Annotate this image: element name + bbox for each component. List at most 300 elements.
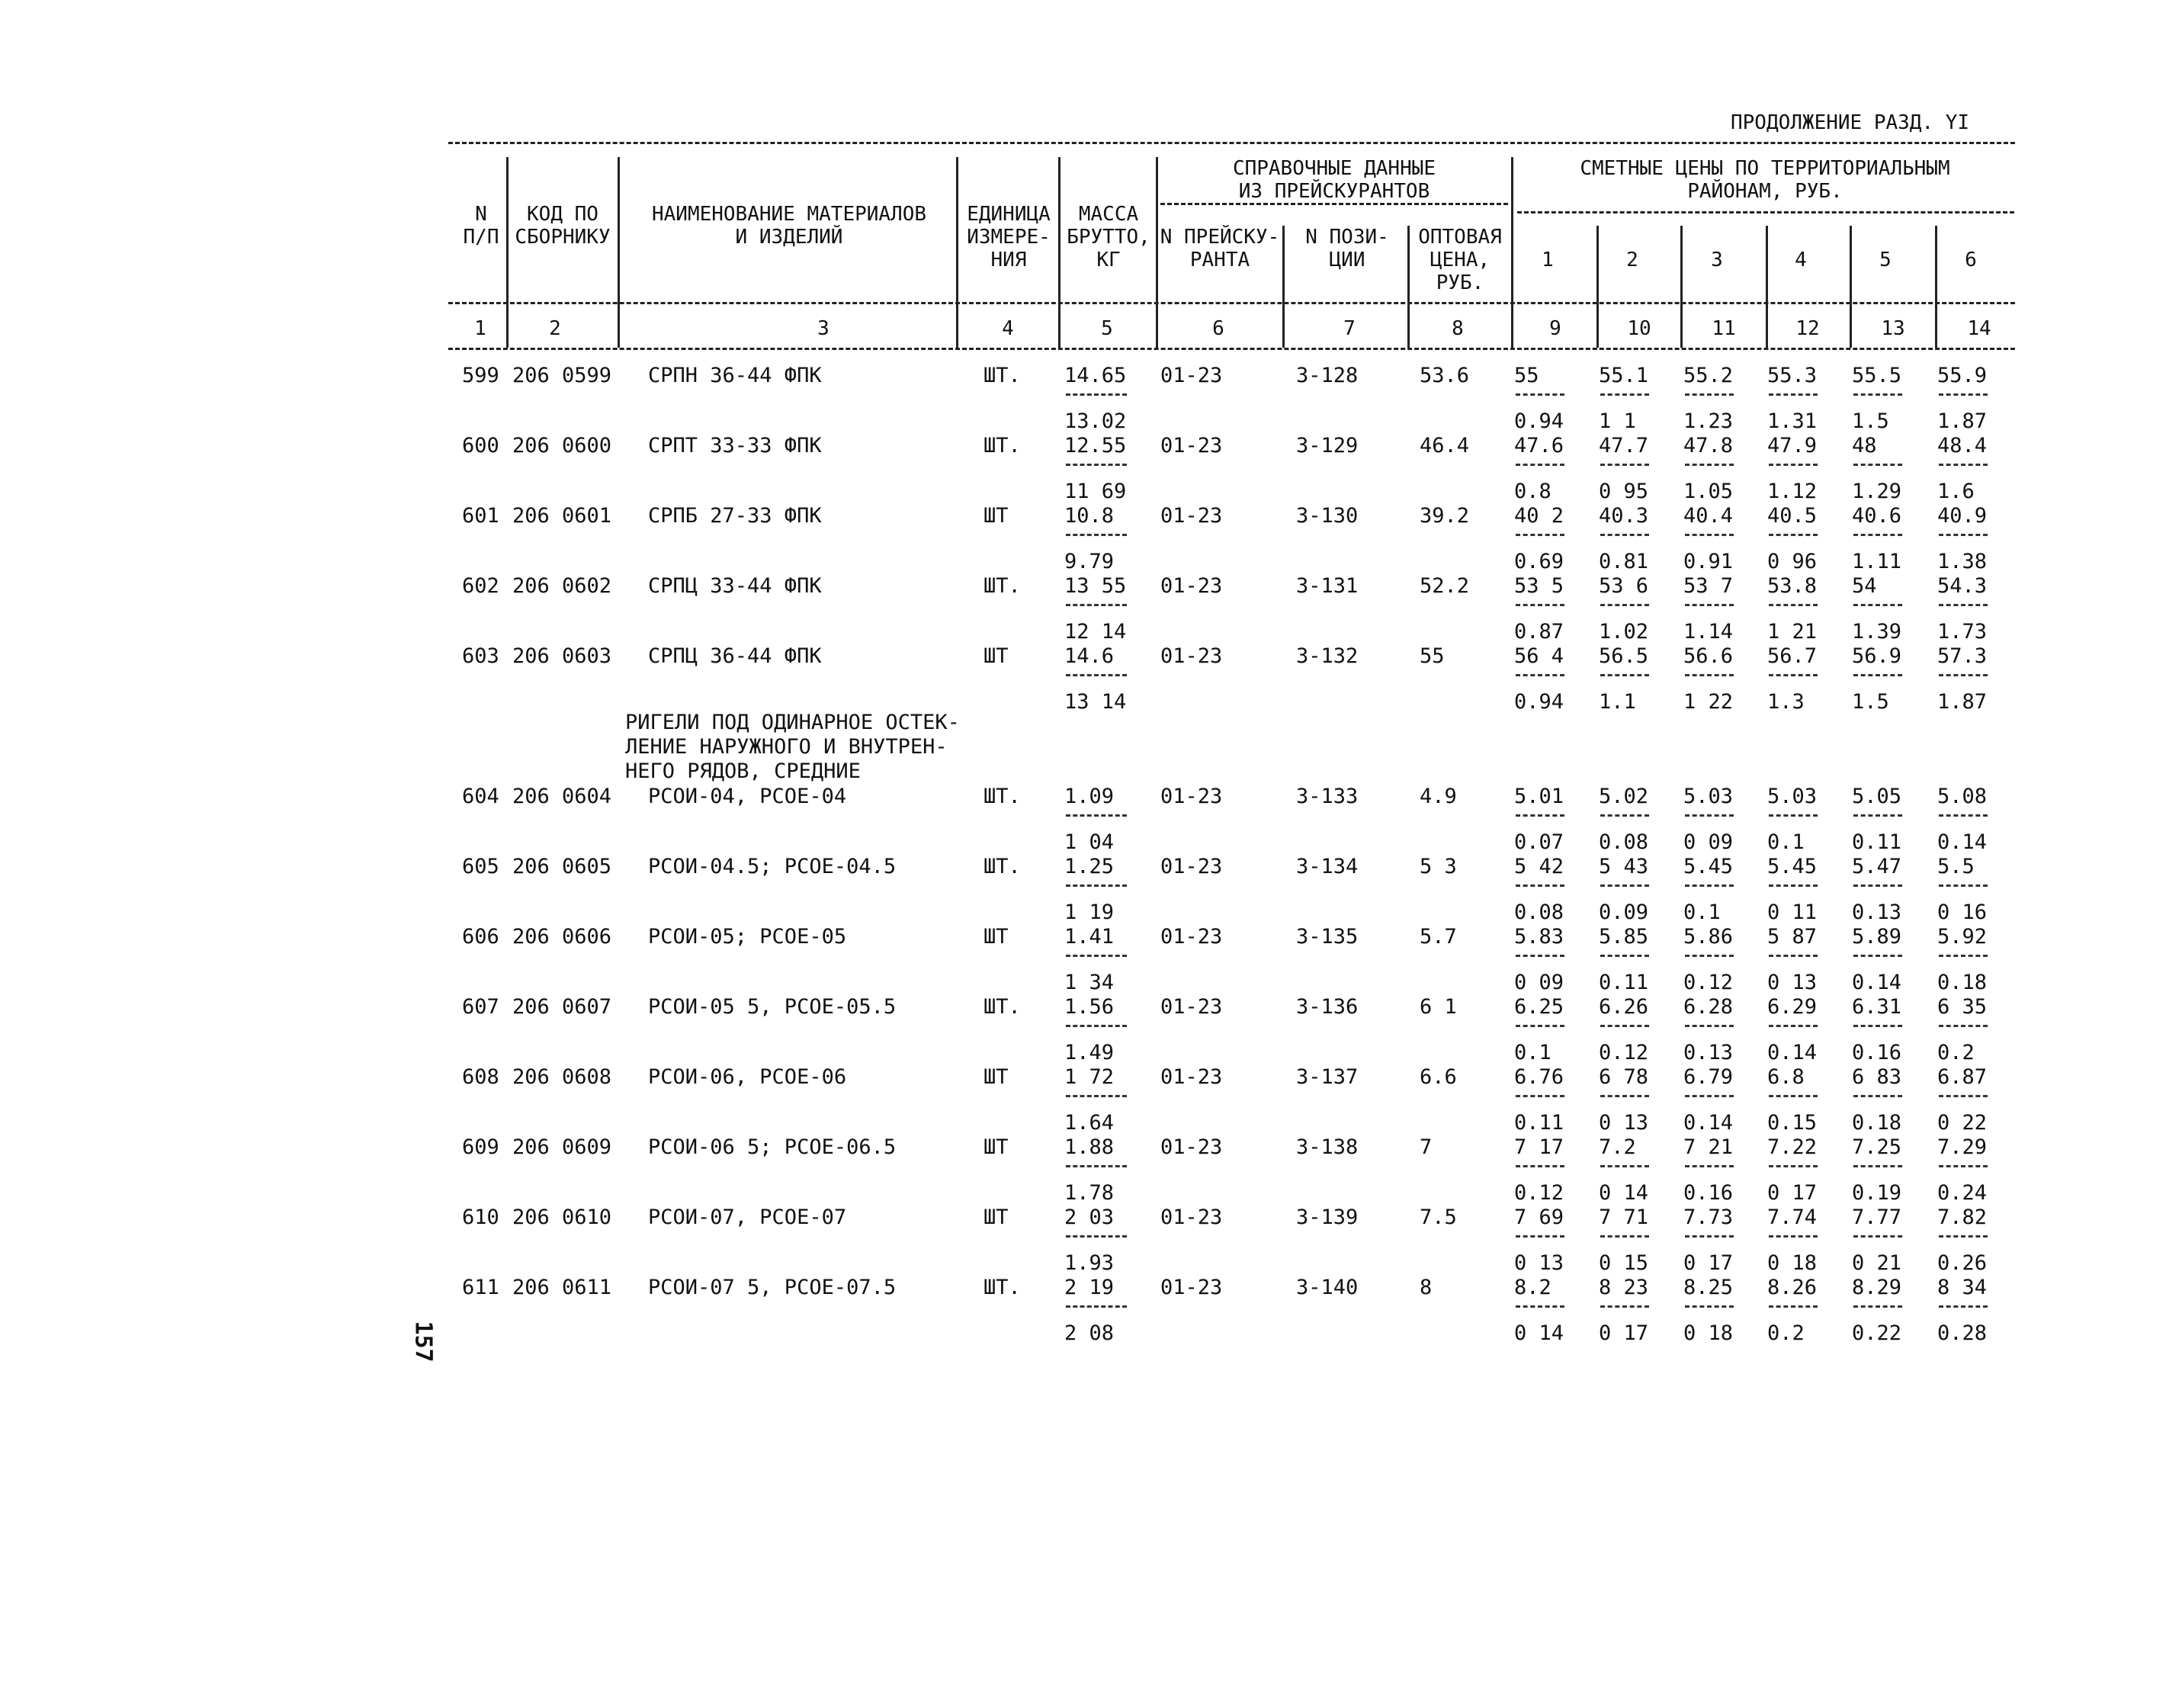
row-region-surcharge: 0.14 [1937, 830, 1988, 854]
row-region-surcharge: 1.5 [1852, 409, 1889, 433]
row-price-list: 01-23 [1160, 364, 1223, 387]
row-region-surcharge: 1.1 [1599, 690, 1636, 714]
row-unit: ШТ [984, 644, 1009, 668]
row-mass-net: 11 69 [1064, 480, 1127, 503]
row-region-surcharge: 1.6 [1937, 480, 1975, 503]
row-price-list: 01-23 [1160, 925, 1223, 949]
row-region-fraction-line [1853, 1025, 1902, 1027]
row-region-surcharge: 0.14 [1683, 1111, 1734, 1135]
row-region-price: 8.26 [1767, 1276, 1818, 1299]
row-region-fraction-line [1939, 814, 1988, 817]
row-code: 206 0607 [512, 995, 612, 1019]
row-region-price: 7.82 [1937, 1206, 1988, 1229]
row-region-fraction-line [1600, 1165, 1649, 1167]
row-region-price: 7.29 [1937, 1135, 1988, 1159]
row-region-surcharge: 0.07 [1514, 830, 1564, 854]
row-region-price: 55 [1514, 364, 1539, 387]
row-region-price: 6.26 [1599, 995, 1649, 1019]
row-region-price: 5.45 [1683, 855, 1734, 878]
row-mass-gross: 14.6 [1064, 644, 1115, 668]
row-region-surcharge: 0.1 [1683, 901, 1721, 924]
column-number: 14 [1967, 317, 1991, 340]
row-region-surcharge: 1 22 [1683, 690, 1734, 714]
row-mass-gross: 1.25 [1064, 855, 1115, 878]
section-continuation-title: ПРОДОЛЖЕНИЕ РАЗД. YI [1731, 111, 1970, 134]
row-region-fraction-line [1685, 1025, 1734, 1027]
column-separator [1850, 226, 1852, 348]
row-region-fraction-line [1600, 393, 1649, 396]
row-region-price: 7 71 [1599, 1206, 1649, 1229]
row-region-fraction-line [1685, 534, 1734, 536]
row-unit: ШТ [984, 1206, 1009, 1229]
row-region-fraction-line [1939, 534, 1988, 536]
row-price-list: 01-23 [1160, 574, 1223, 598]
row-number: 599 [462, 364, 499, 387]
row-region-fraction-line [1769, 604, 1818, 606]
row-region-fraction-line [1516, 1025, 1564, 1027]
row-region-surcharge: 0 17 [1599, 1321, 1649, 1345]
row-name: РСОИ-06, РСОЕ-06 [648, 1065, 847, 1089]
row-mass-gross: 14.65 [1064, 364, 1127, 387]
row-region-surcharge: 1.12 [1767, 480, 1818, 503]
row-region-price: 55.5 [1852, 364, 1902, 387]
row-region-price: 56.5 [1599, 644, 1649, 668]
row-name: СРПЦ 36-44 ФПК [648, 644, 822, 668]
row-position: 3-134 [1296, 855, 1359, 878]
row-code: 206 0605 [512, 855, 612, 878]
row-unit: ШТ. [984, 855, 1021, 878]
row-number: 602 [462, 574, 499, 598]
column-number: 6 [1212, 317, 1224, 340]
row-region-fraction-line [1769, 464, 1818, 466]
row-region-price: 40.5 [1767, 504, 1818, 528]
top-rule [448, 142, 2015, 144]
row-region-price: 5 43 [1599, 855, 1649, 878]
column-numbers-rule [448, 348, 2015, 350]
row-number: 608 [462, 1065, 499, 1089]
row-region-price: 7 69 [1514, 1206, 1564, 1229]
row-region-surcharge: 1.23 [1683, 409, 1734, 433]
row-price-list: 01-23 [1160, 1276, 1223, 1299]
row-region-surcharge: 0 18 [1767, 1251, 1818, 1275]
column-number: 2 [549, 317, 561, 340]
row-region-fraction-line [1600, 1305, 1649, 1308]
row-region-price: 6 83 [1852, 1065, 1902, 1089]
row-region-fraction-line [1853, 1305, 1902, 1308]
row-unit: ШТ [984, 925, 1009, 949]
row-region-price: 53.8 [1767, 574, 1818, 598]
row-region-fraction-line [1939, 464, 1988, 466]
row-unit: ШТ. [984, 364, 1021, 387]
column-separator [1935, 226, 1937, 348]
row-number: 611 [462, 1276, 499, 1299]
row-region-fraction-line [1685, 604, 1734, 606]
row-region-fraction-line [1853, 1235, 1902, 1238]
row-region-price: 47.6 [1514, 434, 1564, 458]
row-region-fraction-line [1600, 534, 1649, 536]
row-region-fraction-line [1853, 674, 1902, 676]
row-wholesale-price: 5 3 [1420, 855, 1457, 878]
row-name: СРПН 36-44 ФПК [648, 364, 822, 387]
row-region-fraction-line [1939, 1095, 1988, 1097]
row-region-fraction-line [1685, 1165, 1734, 1167]
row-region-fraction-line [1939, 1305, 1988, 1308]
row-region-price: 7 17 [1514, 1135, 1564, 1159]
row-region-fraction-line [1685, 1305, 1734, 1308]
row-region-price: 56.6 [1683, 644, 1734, 668]
row-region-price: 6 78 [1599, 1065, 1649, 1089]
row-unit: ШТ [984, 1065, 1009, 1089]
row-region-surcharge: 0.13 [1852, 901, 1902, 924]
row-mass-gross: 1.41 [1064, 925, 1115, 949]
row-code: 206 0602 [512, 574, 612, 598]
row-unit: ШТ. [984, 995, 1021, 1019]
row-region-price: 7.73 [1683, 1206, 1734, 1229]
row-region-surcharge: 0.19 [1852, 1181, 1902, 1205]
row-region-surcharge: 0.11 [1599, 971, 1649, 994]
row-code: 206 0608 [512, 1065, 612, 1089]
row-region-fraction-line [1600, 955, 1649, 957]
row-unit: ШТ. [984, 434, 1021, 458]
row-region-surcharge: 0 09 [1683, 830, 1734, 854]
row-region-price: 47.7 [1599, 434, 1649, 458]
row-region-surcharge: 0.18 [1937, 971, 1988, 994]
row-region-price: 6.28 [1683, 995, 1734, 1019]
row-region-price: 40.4 [1683, 504, 1734, 528]
row-region-fraction-line [1939, 1025, 1988, 1027]
row-region-price: 8 23 [1599, 1276, 1649, 1299]
row-mass-fraction-line [1066, 1305, 1127, 1308]
row-code: 206 0600 [512, 434, 612, 458]
row-region-price: 5.01 [1514, 785, 1564, 808]
row-region-surcharge: 0 16 [1937, 901, 1988, 924]
row-region-fraction-line [1516, 955, 1564, 957]
row-region-fraction-line [1600, 884, 1649, 887]
row-mass-net: 9.79 [1064, 550, 1115, 573]
row-region-price: 6.79 [1683, 1065, 1734, 1089]
row-region-fraction-line [1685, 1095, 1734, 1097]
row-region-price: 7.2 [1599, 1135, 1636, 1159]
row-region-price: 53 5 [1514, 574, 1564, 598]
row-region-price: 5.86 [1683, 925, 1734, 949]
row-region-fraction-line [1853, 1095, 1902, 1097]
row-region-surcharge: 0.11 [1514, 1111, 1564, 1135]
row-number: 603 [462, 644, 499, 668]
header-reference-group: СПРАВОЧНЫЕ ДАННЫЕ ИЗ ПРЕЙСКУРАНТОВ [1232, 157, 1436, 203]
row-region-fraction-line [1685, 814, 1734, 817]
row-region-surcharge: 0.08 [1514, 901, 1564, 924]
header-region-4: 4 [1795, 249, 1807, 271]
row-region-fraction-line [1600, 1095, 1649, 1097]
row-mass-fraction-line [1066, 393, 1127, 396]
row-region-surcharge: 0.16 [1852, 1041, 1902, 1064]
row-mass-gross: 1.88 [1064, 1135, 1115, 1159]
row-price-list: 01-23 [1160, 1206, 1223, 1229]
row-mass-gross: 1 72 [1064, 1065, 1115, 1089]
row-region-price: 5.08 [1937, 785, 1988, 808]
header-unit: ЕДИНИЦА ИЗМЕРЕ- НИЯ [967, 203, 1051, 271]
row-region-surcharge: 0.12 [1599, 1041, 1649, 1064]
row-region-fraction-line [1685, 1235, 1734, 1238]
column-number: 5 [1101, 317, 1113, 340]
column-number: 3 [817, 317, 829, 340]
row-mass-net: 12 14 [1064, 620, 1127, 644]
row-position: 3-133 [1296, 785, 1359, 808]
row-region-price: 8.29 [1852, 1276, 1902, 1299]
row-region-price: 55.1 [1599, 364, 1649, 387]
row-price-list: 01-23 [1160, 644, 1223, 668]
row-region-price: 5 87 [1767, 925, 1818, 949]
row-region-fraction-line [1769, 674, 1818, 676]
page-number: 157 [409, 1321, 437, 1363]
row-mass-gross: 10.8 [1064, 504, 1115, 528]
row-code: 206 0606 [512, 925, 612, 949]
row-region-price: 5.47 [1852, 855, 1902, 878]
row-region-price: 40 2 [1514, 504, 1564, 528]
row-mass-net: 1.78 [1064, 1181, 1115, 1205]
header-subrule-ref [1160, 203, 1508, 205]
row-region-price: 7.74 [1767, 1206, 1818, 1229]
row-region-surcharge: 1.05 [1683, 480, 1734, 503]
row-region-price: 55.2 [1683, 364, 1734, 387]
row-region-surcharge: 1.3 [1767, 690, 1805, 714]
row-region-fraction-line [1769, 814, 1818, 817]
row-region-surcharge: 0.08 [1599, 830, 1649, 854]
column-separator [1407, 226, 1410, 348]
row-region-price: 40.9 [1937, 504, 1988, 528]
row-mass-fraction-line [1066, 464, 1127, 466]
row-region-surcharge: 0 21 [1852, 1251, 1902, 1275]
row-region-price: 5.03 [1767, 785, 1818, 808]
row-region-fraction-line [1600, 674, 1649, 676]
row-region-surcharge: 0.94 [1514, 690, 1564, 714]
row-name: РСОИ-07 5, РСОЕ-07.5 [648, 1276, 897, 1299]
row-region-surcharge: 0.11 [1852, 830, 1902, 854]
row-region-fraction-line [1685, 464, 1734, 466]
row-region-surcharge: 1.38 [1937, 550, 1988, 573]
column-number: 13 [1881, 317, 1905, 340]
row-region-surcharge: 1.11 [1852, 550, 1902, 573]
row-mass-gross: 1.56 [1064, 995, 1115, 1019]
row-region-fraction-line [1769, 393, 1818, 396]
row-region-price: 55.9 [1937, 364, 1988, 387]
row-wholesale-price: 6.6 [1420, 1065, 1457, 1089]
row-position: 3-138 [1296, 1135, 1359, 1159]
row-region-price: 6.29 [1767, 995, 1818, 1019]
column-separator [1511, 157, 1513, 348]
row-region-fraction-line [1685, 393, 1734, 396]
row-mass-fraction-line [1066, 884, 1127, 887]
column-number: 8 [1452, 317, 1464, 340]
row-region-price: 7 21 [1683, 1135, 1734, 1159]
row-region-surcharge: 0.2 [1767, 1321, 1805, 1345]
row-region-price: 40.3 [1599, 504, 1649, 528]
row-region-surcharge: 0.14 [1852, 971, 1902, 994]
row-region-price: 7.25 [1852, 1135, 1902, 1159]
column-separator [506, 157, 509, 348]
row-unit: ШТ. [984, 785, 1021, 808]
column-separator [1680, 226, 1683, 348]
row-price-list: 01-23 [1160, 785, 1223, 808]
row-region-surcharge: 0 17 [1683, 1251, 1734, 1275]
row-region-price: 5.45 [1767, 855, 1818, 878]
row-mass-fraction-line [1066, 814, 1127, 817]
row-mass-net: 1.93 [1064, 1251, 1115, 1275]
row-number: 604 [462, 785, 499, 808]
row-region-surcharge: 0 14 [1514, 1321, 1564, 1345]
row-region-price: 56 4 [1514, 644, 1564, 668]
row-region-fraction-line [1685, 955, 1734, 957]
row-region-price: 53 7 [1683, 574, 1734, 598]
row-region-price: 5.5 [1937, 855, 1975, 878]
row-code: 206 0603 [512, 644, 612, 668]
row-position: 3-132 [1296, 644, 1359, 668]
row-region-surcharge: 0.94 [1514, 409, 1564, 433]
row-unit: ШТ [984, 504, 1009, 528]
row-region-fraction-line [1769, 1095, 1818, 1097]
row-wholesale-price: 39.2 [1420, 504, 1470, 528]
row-mass-fraction-line [1066, 1235, 1127, 1238]
row-region-fraction-line [1853, 1165, 1902, 1167]
header-subrule-est [1517, 211, 2014, 214]
row-region-price: 8.25 [1683, 1276, 1734, 1299]
row-region-fraction-line [1516, 1165, 1564, 1167]
row-region-surcharge: 0.69 [1514, 550, 1564, 573]
row-region-price: 54.3 [1937, 574, 1988, 598]
row-number: 605 [462, 855, 499, 878]
row-region-fraction-line [1516, 604, 1564, 606]
row-region-surcharge: 0 17 [1767, 1181, 1818, 1205]
row-region-price: 57.3 [1937, 644, 1988, 668]
row-region-surcharge: 1 21 [1767, 620, 1818, 644]
header-region-6: 6 [1965, 249, 1977, 271]
row-name: РСОИ-07, РСОЕ-07 [648, 1206, 847, 1229]
row-region-fraction-line [1939, 1165, 1988, 1167]
column-number: 1 [474, 317, 486, 340]
row-region-surcharge: 0.28 [1937, 1321, 1988, 1345]
row-region-surcharge: 0.91 [1683, 550, 1734, 573]
row-region-surcharge: 0.22 [1852, 1321, 1902, 1345]
row-name: РСОИ-04.5; РСОЕ-04.5 [648, 855, 897, 878]
row-region-fraction-line [1516, 464, 1564, 466]
row-region-price: 6 35 [1937, 995, 1988, 1019]
row-name: СРПЦ 33-44 ФПК [648, 574, 822, 598]
row-region-fraction-line [1853, 884, 1902, 887]
row-region-surcharge: 0.26 [1937, 1251, 1988, 1275]
column-number: 7 [1343, 317, 1356, 340]
row-wholesale-price: 5.7 [1420, 925, 1457, 949]
row-region-surcharge: 0.16 [1683, 1181, 1734, 1205]
row-mass-gross: 2 03 [1064, 1206, 1115, 1229]
header-region-5: 5 [1879, 249, 1892, 271]
row-mass-net: 1 19 [1064, 901, 1115, 924]
row-region-surcharge: 0.1 [1514, 1041, 1551, 1064]
row-position: 3-129 [1296, 434, 1359, 458]
row-region-price: 6.8 [1767, 1065, 1805, 1089]
row-mass-fraction-line [1066, 1025, 1127, 1027]
row-region-surcharge: 0.15 [1767, 1111, 1818, 1135]
row-region-fraction-line [1769, 1235, 1818, 1238]
row-region-surcharge: 0 13 [1599, 1111, 1649, 1135]
row-region-surcharge: 1.87 [1937, 409, 1988, 433]
row-region-fraction-line [1600, 1025, 1649, 1027]
row-region-surcharge: 0 96 [1767, 550, 1818, 573]
row-region-price: 56.7 [1767, 644, 1818, 668]
row-name: РСОИ-05; РСОЕ-05 [648, 925, 847, 949]
column-separator [618, 157, 620, 348]
row-code: 206 0604 [512, 785, 612, 808]
row-region-fraction-line [1939, 393, 1988, 396]
row-region-surcharge: 0 11 [1767, 901, 1818, 924]
header-region-3: 3 [1711, 249, 1723, 271]
row-region-surcharge: 1.29 [1852, 480, 1902, 503]
column-number: 11 [1712, 317, 1736, 340]
row-region-fraction-line [1853, 464, 1902, 466]
row-number: 606 [462, 925, 499, 949]
row-wholesale-price: 8 [1420, 1276, 1433, 1299]
row-region-fraction-line [1516, 534, 1564, 536]
section-title-rigels: РИГЕЛИ ПОД ОДИНАРНОЕ ОСТЕК- ЛЕНИЕ НАРУЖНОГО И ВНУТРЕН- НЕГО РЯДОВ, СРЕДНИЕ [625, 711, 960, 783]
row-region-fraction-line [1516, 884, 1564, 887]
row-region-fraction-line [1853, 955, 1902, 957]
row-region-price: 6.87 [1937, 1065, 1988, 1089]
row-region-price: 7.77 [1852, 1206, 1902, 1229]
row-wholesale-price: 6 1 [1420, 995, 1457, 1019]
row-region-price: 6.31 [1852, 995, 1902, 1019]
row-number: 607 [462, 995, 499, 1019]
row-region-fraction-line [1516, 1305, 1564, 1308]
row-region-fraction-line [1939, 604, 1988, 606]
row-region-price: 47.8 [1683, 434, 1734, 458]
row-region-surcharge: 1.31 [1767, 409, 1818, 433]
row-region-surcharge: 0.18 [1852, 1111, 1902, 1135]
row-number: 600 [462, 434, 499, 458]
column-separator [1058, 157, 1061, 348]
row-region-fraction-line [1685, 674, 1734, 676]
row-region-surcharge: 1.5 [1852, 690, 1889, 714]
row-code: 206 0601 [512, 504, 612, 528]
row-region-price: 5.92 [1937, 925, 1988, 949]
row-region-surcharge: 0.8 [1514, 480, 1551, 503]
row-region-fraction-line [1769, 1305, 1818, 1308]
row-code: 206 0609 [512, 1135, 612, 1159]
row-region-fraction-line [1939, 674, 1988, 676]
row-region-surcharge: 0 95 [1599, 480, 1649, 503]
row-wholesale-price: 52.2 [1420, 574, 1470, 598]
row-region-surcharge: 1 1 [1599, 409, 1636, 433]
column-separator [956, 157, 958, 348]
row-mass-net: 13.02 [1064, 409, 1127, 433]
row-region-fraction-line [1685, 884, 1734, 887]
row-region-surcharge: 0.24 [1937, 1181, 1988, 1205]
header-mass: МАССА БРУТТО, КГ [1067, 203, 1150, 271]
row-region-fraction-line [1769, 534, 1818, 536]
row-region-surcharge: 0.14 [1767, 1041, 1818, 1064]
row-region-price: 8 34 [1937, 1276, 1988, 1299]
row-mass-fraction-line [1066, 955, 1127, 957]
row-region-fraction-line [1939, 884, 1988, 887]
row-wholesale-price: 53.6 [1420, 364, 1470, 387]
row-region-surcharge: 0 15 [1599, 1251, 1649, 1275]
row-position: 3-128 [1296, 364, 1359, 387]
row-region-price: 48 [1852, 434, 1877, 458]
header-code: КОД ПО СБОРНИКУ [515, 203, 611, 249]
row-region-surcharge: 1.73 [1937, 620, 1988, 644]
row-name: СРПБ 27-33 ФПК [648, 504, 822, 528]
row-position: 3-131 [1296, 574, 1359, 598]
row-mass-gross: 1.09 [1064, 785, 1115, 808]
row-number: 601 [462, 504, 499, 528]
